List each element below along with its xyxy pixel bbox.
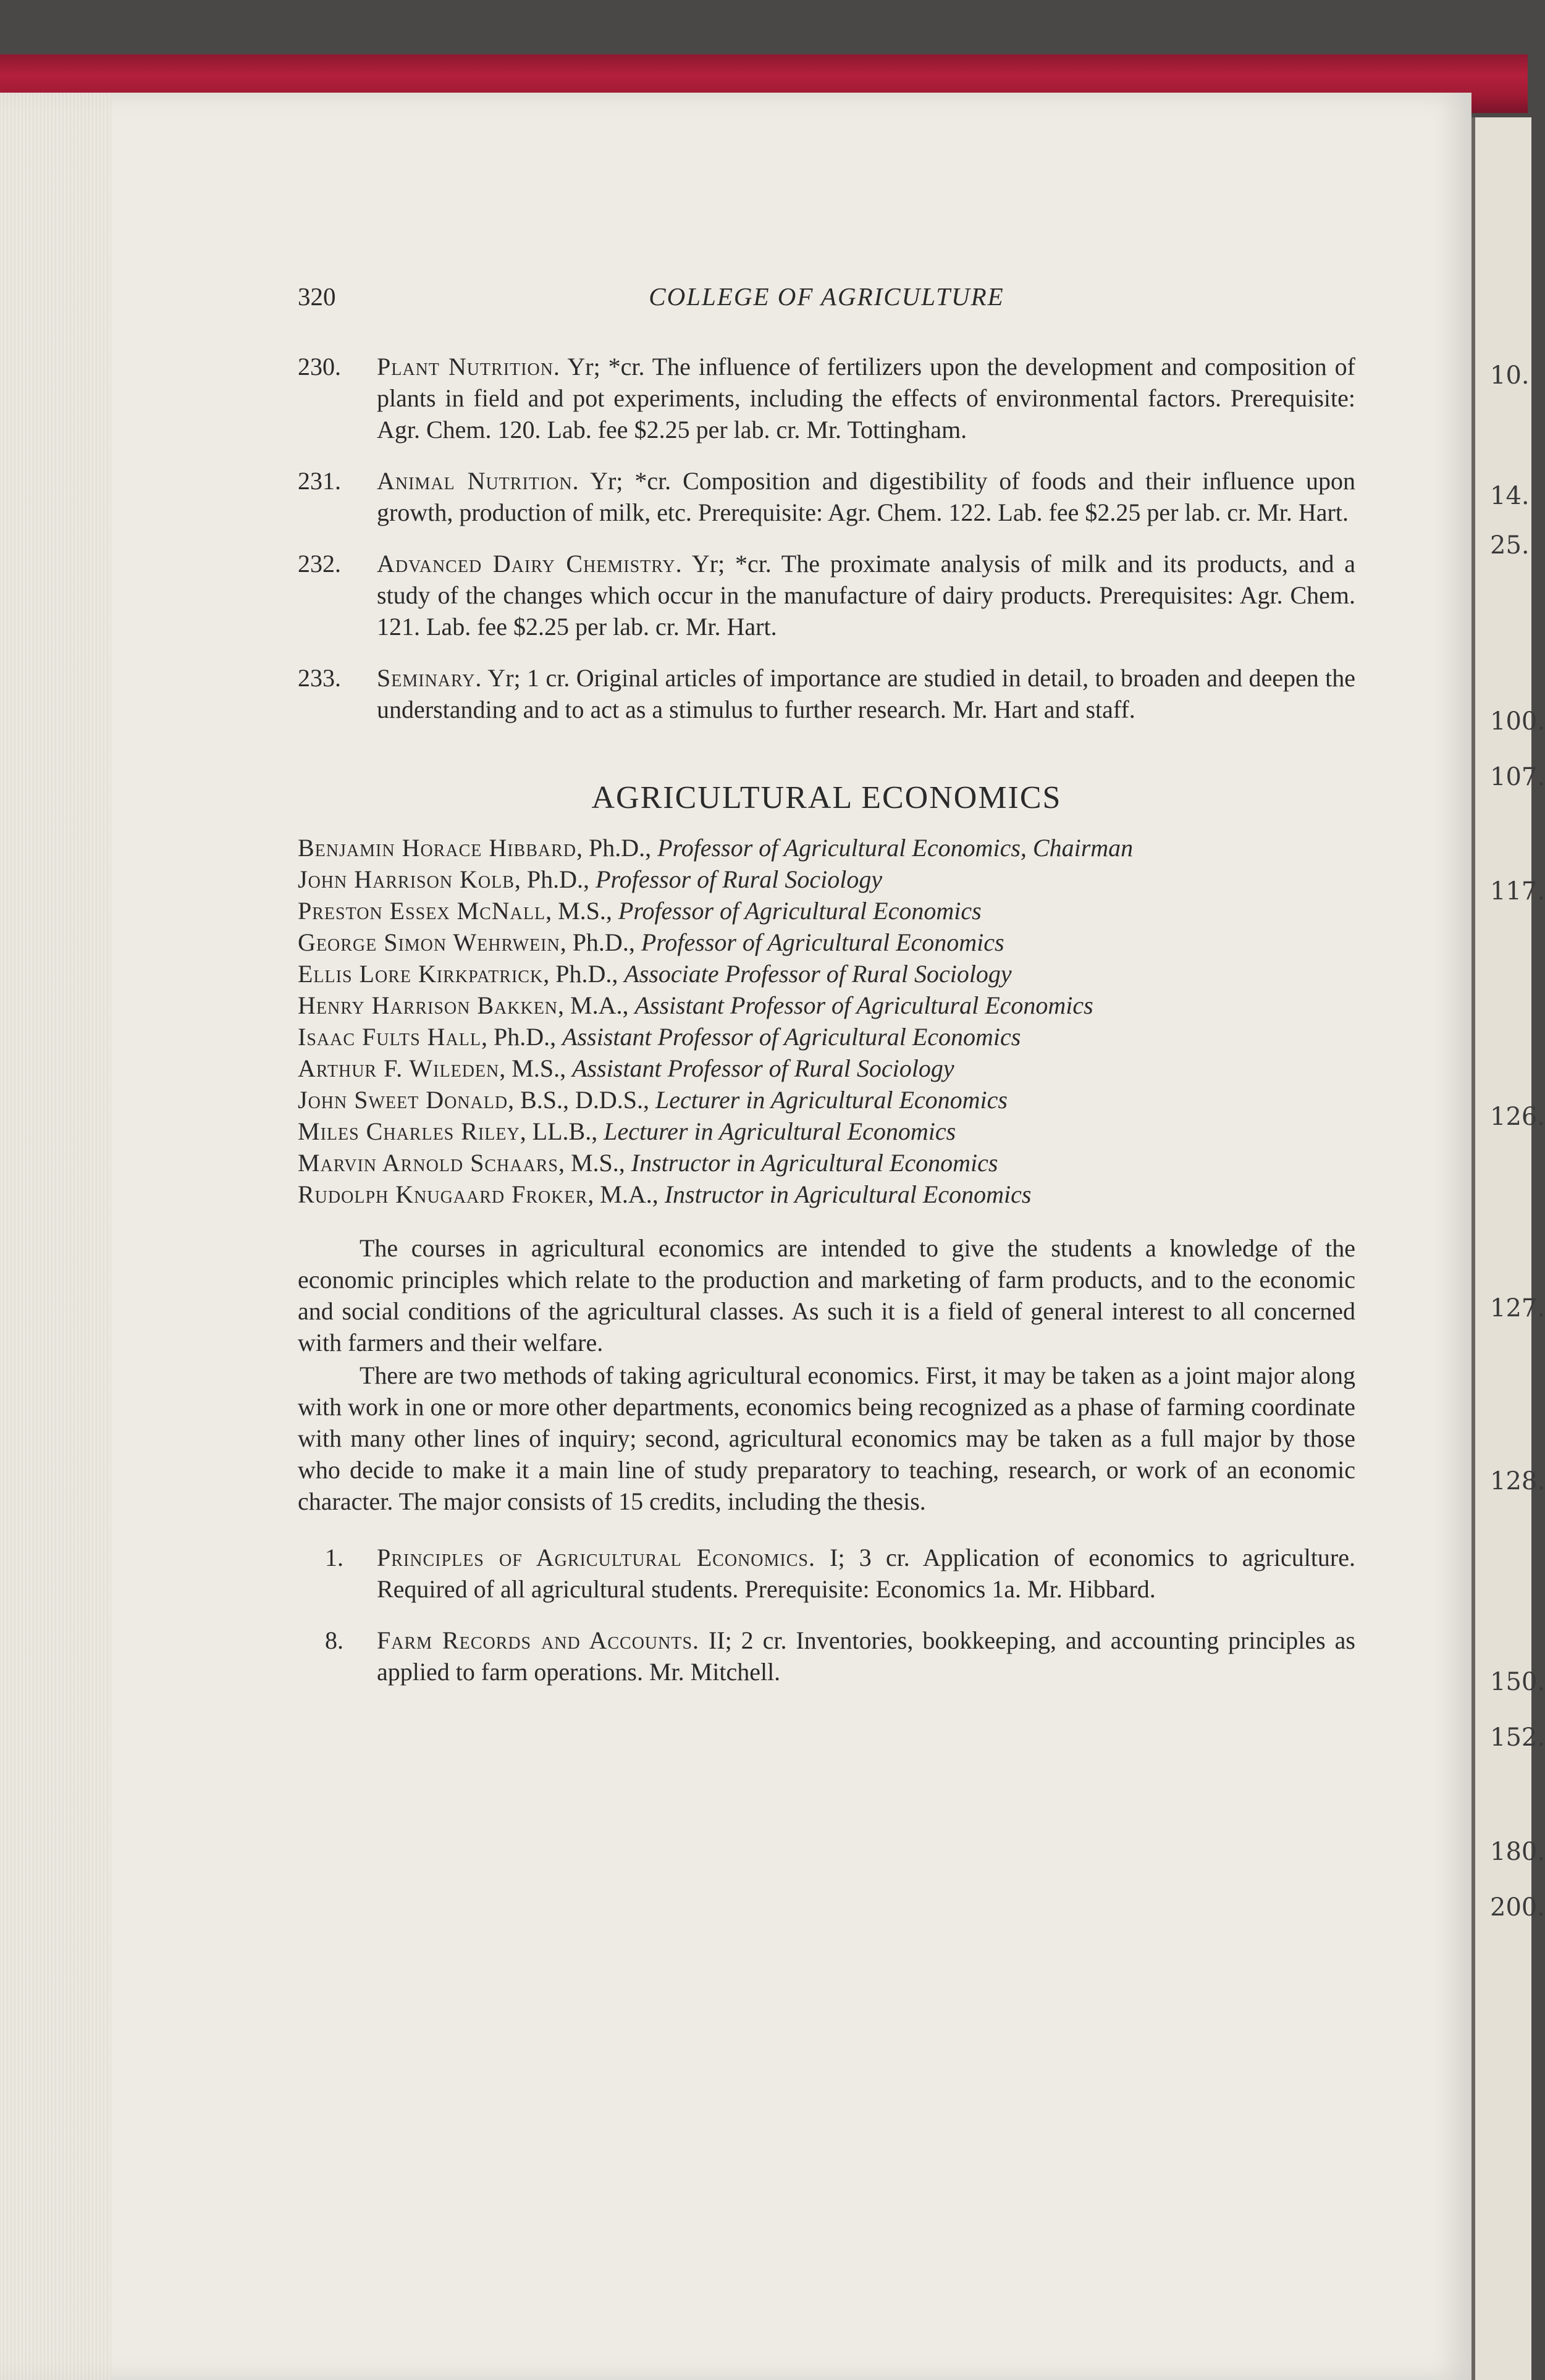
faculty-name: John Harrison Kolb (298, 865, 515, 893)
faculty-position: Professor of Rural Sociology (596, 865, 883, 893)
faculty-name: Marvin Arnold Schaars (298, 1149, 558, 1177)
course-title: Seminary. (377, 664, 482, 692)
faculty-name: John Sweet Donald (298, 1086, 508, 1114)
faculty-degree: , LL.B., (520, 1117, 604, 1145)
course-body (377, 351, 1355, 445)
facing-page (1471, 117, 1531, 2380)
faculty-member (298, 1116, 1355, 1147)
facing-page-number: 126. (1490, 1103, 1545, 1131)
faculty-member (298, 990, 1355, 1021)
course-body (377, 1625, 1355, 1688)
faculty-position: Professor of Agricultural Economics, Chairman (657, 834, 1134, 862)
course-body (377, 662, 1355, 725)
course-entry (298, 351, 1355, 445)
course-description: Yr; *cr. Composition and digestibility of foods and their influence upon growth, production of milk, etc. Prerequisite: Agr. Chem. 122. Lab. fee $2.25 per lab. cr. Mr. Hart. (377, 467, 1356, 526)
faculty-name: Rudolph Knugaard Froker (298, 1180, 588, 1208)
faculty-name: Isaac Fults Hall (298, 1023, 481, 1051)
facing-page-number: 152. (1490, 1723, 1545, 1752)
faculty-position: Professor of Agricultural Economics (618, 897, 982, 925)
faculty-position: Assistant Professor of Agricultural Economics (562, 1023, 1021, 1051)
faculty-member (298, 1021, 1355, 1053)
faculty-position: Instructor in Agricultural Economics (631, 1149, 998, 1177)
course-number: 230. (298, 353, 341, 381)
faculty-degree: , Ph.D., (576, 834, 658, 862)
faculty-degree: , Ph.D., (514, 865, 596, 893)
faculty-member (298, 958, 1355, 990)
course-description: I; 3 cr. Application of economics to agriculture. Required of all agricultural students. Prerequisite: Economics 1a. Mr. Hibbard. (377, 1544, 1356, 1603)
faculty-position: Assistant Professor of Rural Sociology (572, 1054, 954, 1082)
faculty-position: Professor of Agricultural Economics (641, 928, 1004, 956)
course-number: 8. (325, 1626, 343, 1654)
course-number: 231. (298, 467, 341, 495)
course-body (377, 548, 1355, 642)
facing-page-number: 100. (1490, 707, 1545, 736)
faculty-list (298, 832, 1355, 1210)
course-entry (298, 1625, 1355, 1688)
course-entry (298, 662, 1355, 725)
faculty-degree: , M.S., (558, 1149, 631, 1177)
faculty-position: Lecturer in Agricultural Economics (604, 1117, 956, 1145)
facing-page-number: 117. (1490, 877, 1545, 906)
faculty-member (298, 864, 1355, 895)
faculty-degree: , M.A., (558, 991, 635, 1019)
faculty-name: Arthur F. Wileden (298, 1054, 500, 1082)
faculty-member (298, 1053, 1355, 1084)
facing-page-number: 127. (1490, 1294, 1545, 1322)
faculty-member (298, 1084, 1355, 1116)
faculty-member (298, 1179, 1355, 1210)
course-title: Plant Nutrition. (377, 353, 560, 381)
running-title: COLLEGE OF AGRICULTURE (649, 282, 1004, 311)
course-title: Principles of Agricultural Economics. (377, 1544, 816, 1571)
course-description: Yr; 1 cr. Original articles of importance are studied in detail, to broaden and deepen the understanding and to act as a stimulus to further research. Mr. Hart and staff. (377, 664, 1355, 723)
paragraph: The courses in agricultural economics are intended to give the students a knowledge of the economic principles which relate to the production and marketing of farm products, and to the economic and social conditions of the agricultural classes. As such it is a field of general interest to all concerned with farmers and their welfare. (298, 1234, 1355, 1356)
faculty-member (298, 1147, 1355, 1179)
faculty-degree: , Ph.D., (481, 1023, 563, 1051)
page-content (298, 281, 1355, 1707)
facing-page-number: 128. (1490, 1467, 1545, 1495)
faculty-degree: , M.S., (499, 1054, 573, 1082)
faculty-member (298, 927, 1355, 958)
faculty-member (298, 895, 1355, 927)
section-title: AGRICULTURAL ECONOMICS (591, 780, 1062, 815)
faculty-name: George Simon Wehrwein (298, 928, 560, 956)
faculty-degree: , B.S., D.D.S., (508, 1086, 656, 1114)
course-entry (298, 548, 1355, 642)
faculty-degree: , M.A., (587, 1180, 665, 1208)
faculty-position: Instructor in Agricultural Economics (664, 1180, 1032, 1208)
facing-page-number: 107. (1490, 763, 1545, 791)
facing-page-number: 200. (1490, 1893, 1545, 1922)
faculty-position: Lecturer in Agricultural Economics (655, 1086, 1008, 1114)
course-number: 233. (298, 664, 341, 692)
faculty-degree: , M.S., (545, 897, 618, 925)
facing-page-number: 25. (1490, 531, 1530, 560)
faculty-name: Henry Harrison Bakken (298, 991, 558, 1019)
faculty-member (298, 832, 1355, 864)
course-title: Advanced Dairy Chemistry. (377, 550, 683, 578)
course-title: Animal Nutrition. (377, 467, 579, 495)
course-description: Yr; *cr. The influence of fertilizers upon the development and composition of plants in field and pot experiments, including the effects of environmental factors. Prerequisite: Agr. Chem. 120. Lab. fee $2.25 per lab. cr. Mr. Tottingham. (377, 353, 1355, 444)
course-number: 232. (298, 550, 341, 578)
course-body (377, 1542, 1355, 1605)
faculty-degree: , Ph.D., (560, 928, 641, 956)
facing-page-number: 150. (1490, 1668, 1545, 1696)
course-description: Yr; *cr. The proximate analysis of milk and its products, and a study of the changes which occur in the manufacture of dairy products. Prerequisites: Agr. Chem. 121. Lab. fee $2.25 per lab. cr. Mr. Hart. (377, 550, 1356, 641)
faculty-name: Miles Charles Riley (298, 1117, 520, 1145)
faculty-position: Assistant Professor of Agricultural Economics (634, 991, 1093, 1019)
faculty-degree: , Ph.D., (543, 960, 625, 988)
paragraph: There are two methods of taking agricultural economics. First, it may be taken as a joint major along with work in one or more other departments, economics being recognized as a phase of farming coordinate with many other lines of inquiry; second, agricultural economics may be taken as a full major by those who decide to make it a main line of study preparatory to teaching, research, or work of an economic character. The major consists of 15 credits, including the thesis. (298, 1361, 1355, 1515)
faculty-name: Preston Essex McNall (298, 897, 546, 925)
page-number: 320 (298, 282, 336, 311)
faculty-name: Ellis Lore Kirkpatrick (298, 960, 544, 988)
faculty-name: Benjamin Horace Hibbard (298, 834, 577, 862)
course-description: II; 2 cr. Inventories, bookkeeping, and accounting principles as applied to farm operations. Mr. Mitchell. (377, 1626, 1355, 1686)
facing-page-number: 180. (1490, 1838, 1545, 1866)
course-title: Farm Records and Accounts. (377, 1626, 700, 1654)
intro-paragraphs (298, 1232, 1355, 1517)
course-number: 1. (325, 1544, 343, 1571)
facing-page-number: 14. (1490, 482, 1530, 510)
course-entry (298, 1542, 1355, 1605)
page-edges (0, 93, 111, 2380)
faculty-position: Associate Professor of Rural Sociology (624, 960, 1012, 988)
course-entry (298, 465, 1355, 528)
facing-page-number: 10. (1490, 361, 1530, 390)
running-head (298, 281, 1355, 313)
course-body (377, 465, 1355, 528)
